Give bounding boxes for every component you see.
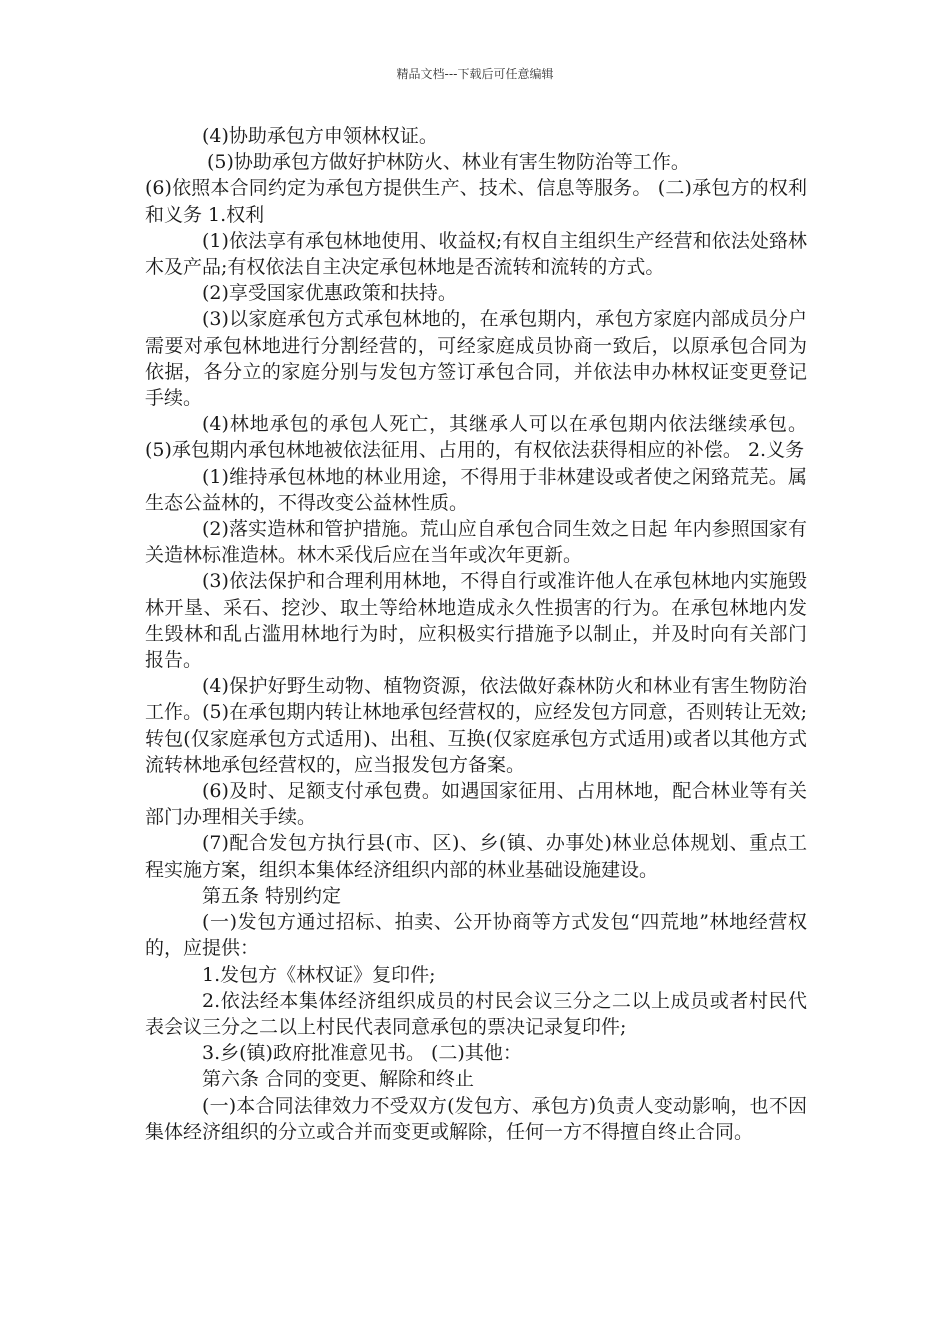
paragraph: (4)协助承包方申领林权证。 [202, 125, 438, 147]
paragraph: (1)维持承包林地的林业用途，不得用于非林建设或者使之闲臵荒芜。属生态公益林的，不得改变公益林性质。 [145, 465, 807, 514]
list-item: 2.依法经本集体经济组织成员的村民会议三分之二以上成员或者村民代表会议三分之二以上村民代表同意承包的票决记录复印件; [145, 989, 807, 1038]
paragraph: (7)配合发包方执行县(市、区)、乡(镇、办事处)林业总体规划、重点工程实施方案，组织本集体经济组织内部的林业基础设施建设。 [145, 832, 807, 881]
paragraph: (4)保护好野生动物、植物资源，依法做好森林防火和林业有害生物防治工作。(5)在承包期内转让林地承包经营权的，应经发包方同意，否则转让无效;转包(仅家庭承包方式适用)、出租、互换(仅家庭承包方式适用)或者以其他方式流转林地承包经营权的，应当报发包方备案。 [145, 675, 807, 776]
paragraph: (5)协助承包方做好护林防火、林业有害生物防治等工作。 [207, 151, 690, 174]
paragraph: (3)以家庭承包方式承包林地的，在承包期内，承包方家庭内部成员分户需要对承包林地进行分割经营的，可经家庭成员协商一致后，以原承包合同为依据，各分立的家庭分别与发包方签订承包合同，并依法申办林权证变更登记手续。 [145, 308, 807, 410]
paragraph: (一)发包方通过招标、拍卖、公开协商等方式发包“四荒地”林地经营权的，应提供： [145, 911, 807, 960]
paragraph: (3)依法保护和合理利用林地，不得自行或准许他人在承包林地内实施毁林开垦、采石、挖沙、取土等给林地造成永久性损害的行为。在承包林地内发生毁林和乱占滥用林地行为时，应积极实行措施予以制止，并及时向有关部门报告。 [145, 570, 807, 672]
paragraph: (1)依法享有承包林地使用、收益权;有权自主组织生产经营和依法处臵林木及产品;有权依法自主决定承包林地是否流转和流转的方式。 [145, 229, 807, 279]
paragraph: (2)享受国家优惠政策和扶持。 [202, 282, 457, 305]
paragraph: (2)落实造林和管护措施。荒山应自承包合同生效之日起 年内参照国家有关造林标准造林。林木采伐后应在当年或次年更新。 [145, 518, 807, 567]
list-item: 1.发包方《林权证》复印件; [202, 963, 436, 986]
document-body [145, 123, 807, 1145]
page-header: 精品文档---下载后可任意编辑 [396, 67, 554, 81]
section-heading: 第六条 合同的变更、解除和终止 [202, 1068, 475, 1091]
list-item: 3.乡(镇)政府批准意见书。 (二)其他： [202, 1042, 522, 1065]
paragraph: (4)林地承包的承包人死亡，其继承人可以在承包期内依法继续承包。 (5)承包期内承包林地被依法征用、占用的，有权依法获得相应的补偿。 2.义务 [145, 413, 807, 462]
paragraph: (6)及时、足额支付承包费。如遇国家征用、占用林地，配合林业等有关部门办理相关手续。 [145, 780, 807, 829]
paragraph: (一)本合同法律效力不受双方(发包方、承包方)负责人变动影响，也不因集体经济组织的分立或合并而变更或解除，任何一方不得擅自终止合同。 [145, 1094, 807, 1143]
section-heading: 第五条 特别约定 [202, 884, 342, 907]
paragraph: (6)依照本合同约定为承包方提供生产、技术、信息等服务。 (二)承包方的权利和义务 1.权利 [145, 177, 807, 226]
